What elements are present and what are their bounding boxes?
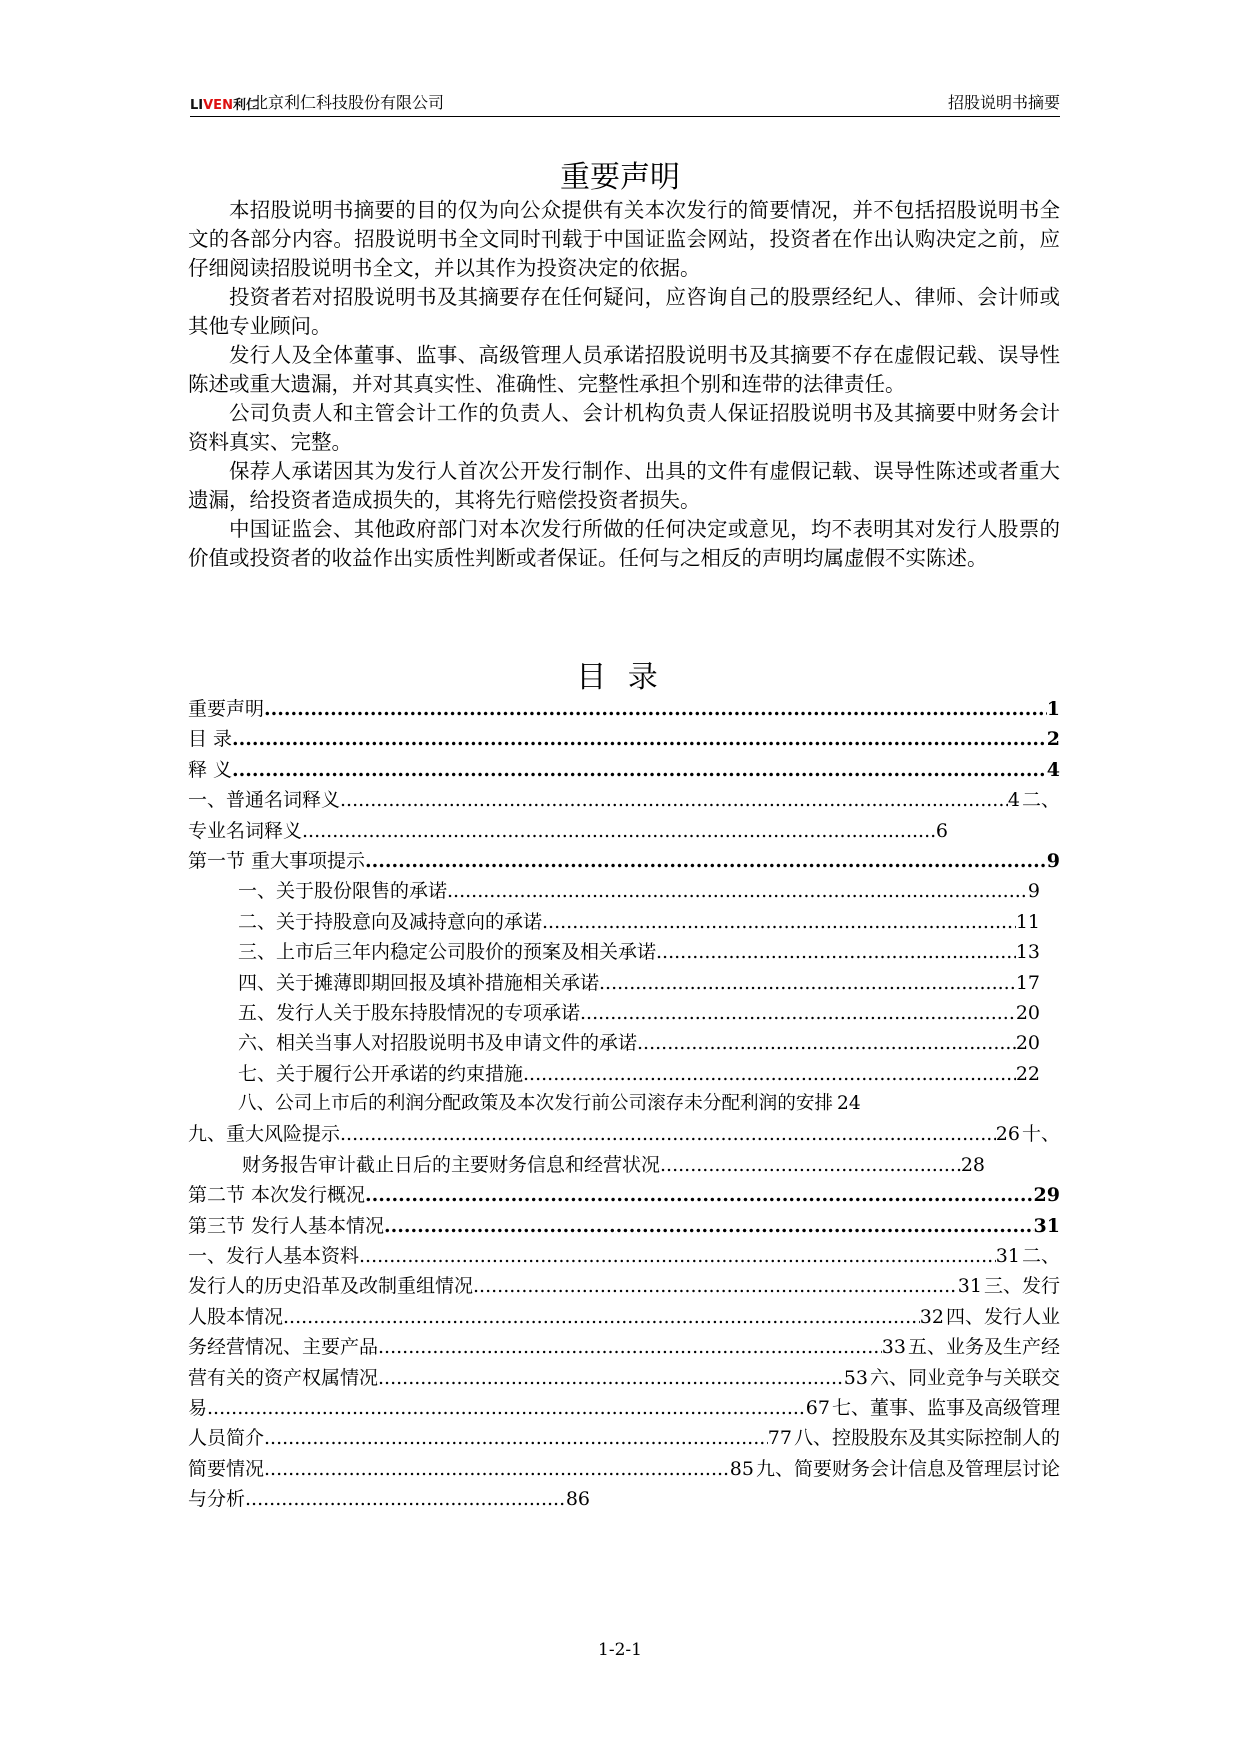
toc-entry[interactable]: 财务报告审计截止日后的主要财务信息和经营状况 ..... 28: [188, 1150, 1060, 1180]
declaration-paragraph: 中国证监会、其他政府部门对本次发行所做的任何决定或意见，均不表明其对发行人股票的价值或投资者的收益作出实质性判断或者保证。任何与之相反的声明均属虚假不实陈述。: [188, 517, 1060, 570]
page-number: 1-2-1: [598, 1640, 642, 1660]
company-logo: LIVEN利仁: [190, 98, 259, 113]
toc-entry[interactable]: 第二节 本次发行概况 ..... 29: [188, 1180, 1060, 1210]
toc-entry[interactable]: 八、公司上市后的利润分配政策及本次发行前公司滚存未分配利润的安排 24: [238, 1093, 861, 1115]
company-name: 北京利仁科技股份有限公司: [252, 93, 445, 112]
document-title: 招股说明书摘要: [947, 93, 1060, 112]
toc-entry[interactable]: 一、发行人基本资料 ..... 31 二、: [188, 1241, 1060, 1271]
toc-entry[interactable]: 易 ..... 67 七、董事、监事及高级管理: [188, 1393, 1060, 1423]
toc-entry[interactable]: 发行人的历史沿革及改制重组情况 ..... 31 三、发行: [188, 1271, 1060, 1301]
page-header: [190, 88, 1060, 117]
toc-entry[interactable]: 重要声明 ..... 1: [188, 694, 1060, 724]
toc-entry[interactable]: 六、相关当事人对招股说明书及申请文件的承诺 ..... 20: [188, 1028, 1060, 1058]
toc-entry[interactable]: 营有关的资产权属情况 ..... 53 六、同业竞争与关联交: [188, 1363, 1060, 1393]
toc-entry[interactable]: 人股本情况 ..... 32 四、发行人业: [188, 1302, 1060, 1332]
table-of-contents: [188, 694, 1060, 1515]
toc-entry[interactable]: 第三节 发行人基本情况 ..... 31: [188, 1211, 1060, 1241]
toc-entry[interactable]: 二、关于持股意向及减持意向的承诺 ..... 11: [188, 907, 1060, 937]
toc-entry[interactable]: 七、关于履行公开承诺的约束措施 ..... 22: [188, 1059, 1060, 1089]
declaration-paragraph: 投资者若对招股说明书及其摘要存在任何疑问，应咨询自己的股票经纪人、律师、会计师或其他专业顾问。: [188, 285, 1060, 338]
toc-entry[interactable]: 九、重大风险提示 ..... 26 十、: [188, 1119, 1060, 1149]
declaration-paragraph: 本招股说明书摘要的目的仅为向公众提供有关本次发行的简要情况，并不包括招股说明书全文的各部分内容。招股说明书全文同时刊载于中国证监会网站，投资者在作出认购决定之前，应仔细阅读招股说明书全文，并以其作为投资决定的依据。: [188, 198, 1060, 280]
declaration-heading: 重要声明: [560, 160, 680, 195]
toc-entry[interactable]: 专业名词释义 ..... 6: [188, 816, 1060, 846]
toc-entry[interactable]: 三、上市后三年内稳定公司股价的预案及相关承诺 ..... 13: [188, 937, 1060, 967]
toc-entry[interactable]: 释 义 ..... 4: [188, 755, 1060, 785]
toc-entry[interactable]: 目 录 ..... 2: [188, 724, 1060, 754]
toc-entry[interactable]: 第一节 重大事项提示 ..... 9: [188, 846, 1060, 876]
toc-entry[interactable]: 务经营情况、主要产品 ..... 33 五、业务及生产经: [188, 1332, 1060, 1362]
toc-entry[interactable]: 四、关于摊薄即期回报及填补措施相关承诺 ..... 17: [188, 968, 1060, 998]
toc-entry[interactable]: 与分析 ..... 86: [188, 1484, 1060, 1514]
toc-entry[interactable]: 一、普通名词释义 ..... 4 二、: [188, 785, 1060, 815]
toc-heading: 目 录: [576, 660, 664, 695]
toc-entry[interactable]: 一、关于股份限售的承诺 ..... 9: [188, 876, 1060, 906]
declaration-paragraph: 公司负责人和主管会计工作的负责人、会计机构负责人保证招股说明书及其摘要中财务会计资料真实、完整。: [188, 401, 1060, 454]
declaration-paragraph: 发行人及全体董事、监事、高级管理人员承诺招股说明书及其摘要不存在虚假记载、误导性陈述或重大遗漏，并对其真实性、准确性、完整性承担个别和连带的法律责任。: [188, 343, 1060, 396]
toc-entry[interactable]: 五、发行人关于股东持股情况的专项承诺 ..... 20: [188, 998, 1060, 1028]
toc-entry[interactable]: 人员简介 ..... 77 八、控股股东及其实际控制人的: [188, 1423, 1060, 1453]
toc-entry[interactable]: 简要情况 ..... 85 九、简要财务会计信息及管理层讨论: [188, 1454, 1060, 1484]
declaration-paragraph: 保荐人承诺因其为发行人首次公开发行制作、出具的文件有虚假记载、误导性陈述或者重大遗漏，给投资者造成损失的，其将先行赔偿投资者损失。: [188, 459, 1060, 512]
declaration-body: [188, 196, 1060, 573]
